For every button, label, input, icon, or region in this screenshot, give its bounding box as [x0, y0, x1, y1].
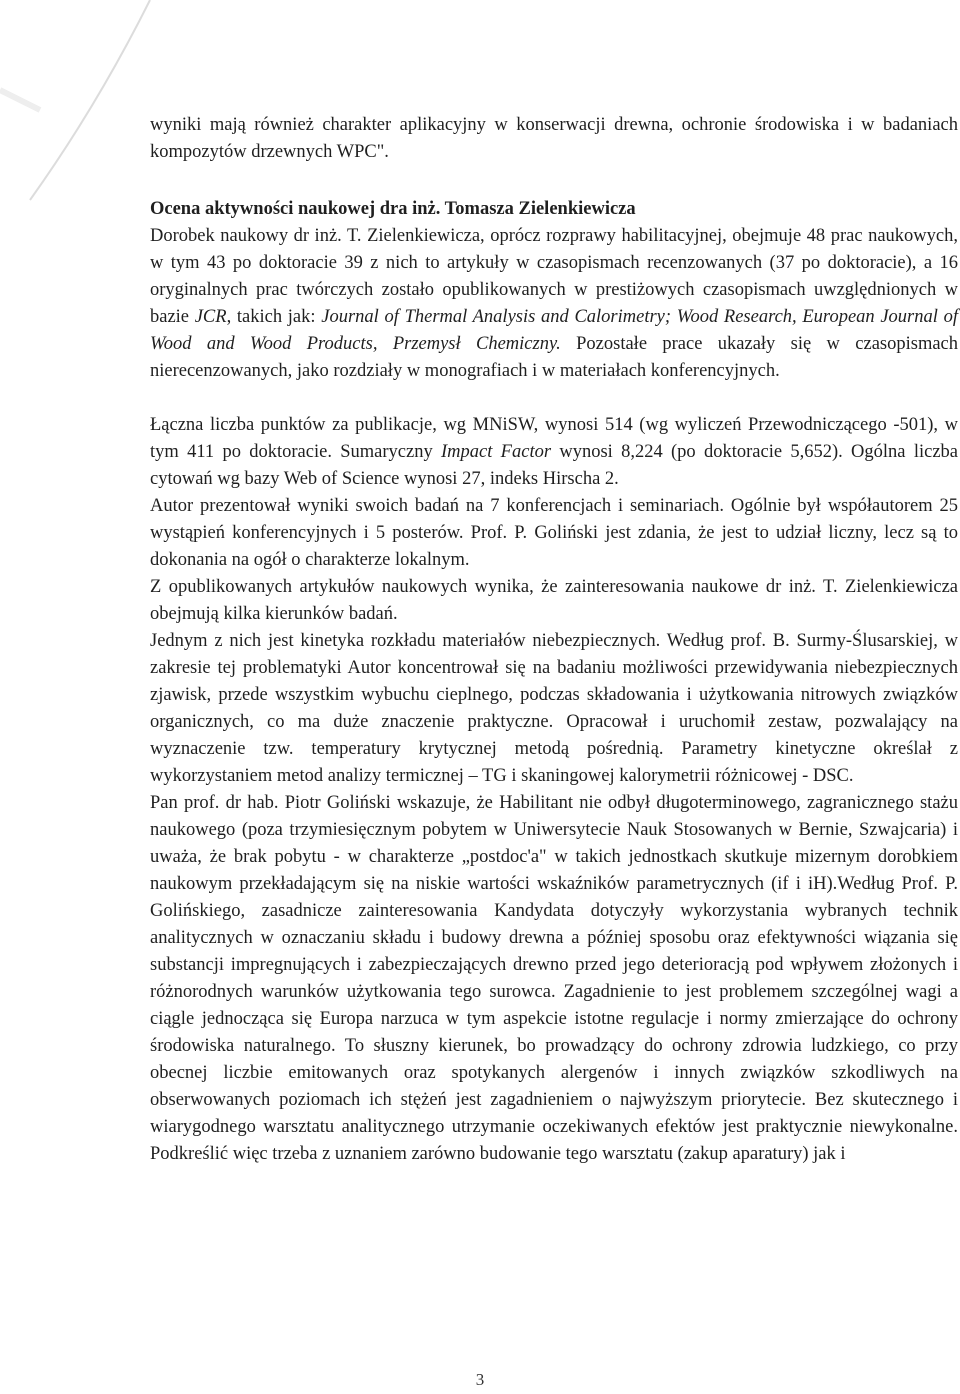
- dorobek-journals: Journal of Thermal Analysis and Calorimetry; Wood Research, European Journal of Wood and Wood Products, Przemysł Chemiczny.: [150, 307, 958, 354]
- page-number: 3: [475, 1370, 485, 1389]
- punkty-text-c: wynosi 8,224 (po doktoracie 5,652). Ogólna liczba cytowań wg bazy Web of Science wynosi 27, indeks Hirscha 2.: [150, 442, 958, 489]
- paragraph-konferencje: Autor prezentował wyniki swoich badań na 7 konferencjach i seminariach. Ogólnie był współautorem 25 wystąpień konferencyjnych i 5 posterów. Prof. P. Goliński jest zdania, że jest to udział liczny, lecz są to dokonania na ogół o charakterze lokalnym.: [150, 496, 958, 570]
- section-heading: Ocena aktywności naukowej dra inż. Tomasza Zielenkiewicza: [150, 199, 636, 219]
- paragraph-dorobek: [150, 223, 958, 385]
- paragraph-zainteresowania: Z opublikowanych artykułów naukowych wynika, że zainteresowania naukowe dr inż. T. Zielenkiewicza obejmują kilka kierunków badań.: [150, 577, 958, 624]
- paragraph-intro: wyniki mają również charakter aplikacyjny w konserwacji drewna, ochronie środowiska i w badaniach kompozytów drzewnych WPC".: [150, 115, 958, 162]
- dorobek-jcr: JCR: [194, 307, 227, 327]
- dorobek-text-c: , takich jak:: [226, 307, 322, 327]
- paragraph-golinski: Pan prof. dr hab. Piotr Goliński wskazuje, że Habilitant nie odbył długoterminowego, zagranicznego stażu naukowego (poza trzymiesięcznym pobytem w Uniwersytecie Nauk Stosowanych w Bernie, Szwajcaria) i uważa, że brak pobytu - w charakterze „postdoc'a" w takich jednostkach skutkuje mizernym dorobkiem naukowym przekładającym się na niskie wartości wskaźników parametrycznych (if i iH).Według Prof. P. Golińskiego, zasadnicze zainteresowania Kandydata dotyczyły wykorzystania wybranych technik analitycznych w oznaczaniu składu i budowy drewna a później sposobu oraz efektywności wiązania się substancji impregnujących i zabezpieczających drewno przed jego deterioracją pod wpływem złożonych i różnorodnych warunków użytkowania tego surowca. Zagadnienie to jest problemem szczególnej wagi a ciągle jednocząca się Europa narzuca w tym aspekcie istotne regulacje i normy zmierzające do ochrony środowiska naturalnego. To słuszny kierunek, bo prowadzący do ochrony zdrowia ludzkiego, co przy obecnej liczbie emitowanych oraz spotykanych alergenów i innych związków szkodliwych na obserwowanych poziomach ich stężeń jest zagadnieniem o najwyższym priorytecie. Bez skutecznego i wiarygodnego warsztatu analitycznego utrzymanie oczekiwanych efektów jest praktycznie niewykonalne. Podkreślić więc trzeba z uznaniem zarówno budowanie tego warsztatu (zakup aparatury) jak i: [150, 793, 958, 1164]
- paragraph-punkty: [150, 412, 958, 493]
- dorobek-text-e: Pozostałe prace ukazały się w czasopismach nierecenzowanych, jako rozdziały w monografiach i w materiałach konferencyjnych.: [150, 334, 959, 381]
- dorobek-text-a: Dorobek naukowy dr inż. T. Zielenkiewicza, oprócz rozprawy habilitacyjnej, obejmuje 48 prac naukowych, w tym 43 po doktoracie 39 z nich to artykuły w czasopismach recenzowanych (37 po doktoracie), a 16 oryginalnych prac twórczych zostało opublikowanych w prestiżowych czasopismach uwzględnionych w bazie: [150, 226, 958, 327]
- punkty-text-a: Łączna liczba punktów za publikacje, wg MNiSW, wynosi 514 (wg wyliczeń Przewodniczącego -501), w tym 411 po doktoracie. Sumaryczny: [150, 415, 958, 462]
- punkty-impact-factor: Impact Factor: [441, 442, 552, 462]
- paragraph-kinetyka: Jednym z nich jest kinetyka rozkładu materiałów niebezpiecznych. Według prof. B. Surmy-Ślusarskiej, w zakresie tej problematyki Autor koncentrował się na badaniu możliwości przewidywania niebezpiecznych zjawisk, przede wszystkim wybuchu cieplnego, podczas składowania i użytkowania nitrowych związków organicznych, co ma duże znaczenie praktyczne. Opracował i uruchomił zestaw, pozwalający na wyznaczenie tzw. temperatury krytycznej metodą pośrednią. Parametry kinetyczne określał z wykorzystaniem metod analizy termicznej – TG i skaningowej kalorymetrii różnicowej - DSC.: [150, 631, 958, 786]
- document-page: [150, 112, 958, 1168]
